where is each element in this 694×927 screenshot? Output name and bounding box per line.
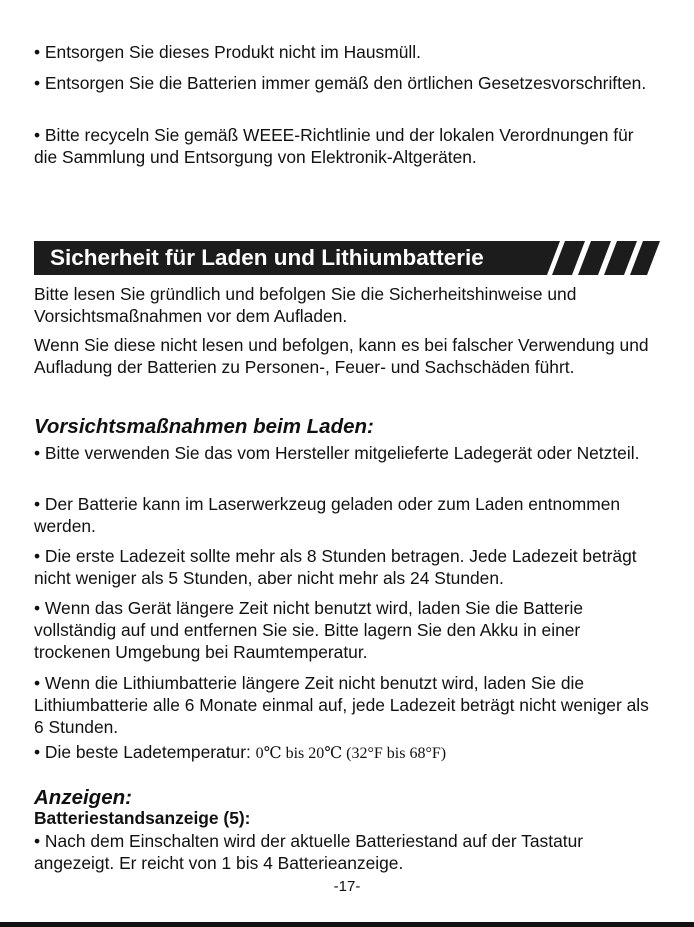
battery-indicator-text: • Nach dem Einschalten wird der aktuelle Batteriestand auf der Tastatur angezeigt. Er reicht von 1 bis 4 Batterieanzeige. (34, 831, 584, 873)
charging-item-1: • Bitte verwenden Sie das vom Hersteller mitgelieferte Ladegerät oder Netzteil. (34, 443, 640, 463)
charging-item-3: • Die erste Ladezeit sollte mehr als 8 Stunden betragen. Jede Ladezeit beträgt nicht weniger als 5 Stunden, aber nicht mehr als 24 Stunden. (34, 546, 637, 588)
temperature-label: • Die beste Ladetemperatur: (34, 742, 256, 762)
section-header (34, 238, 660, 278)
disposal-item-2: • Entsorgen Sie die Batterien immer gemäß den örtlichen Gesetzesvorschriften. (34, 73, 647, 93)
charging-temperature (34, 741, 660, 765)
charging-item-2: • Der Batterie kann im Laserwerkzeug geladen oder zum Laden entnommen werden. (34, 494, 621, 536)
charging-item-5: • Wenn die Lithiumbatterie längere Zeit nicht benutzt wird, laden Sie die Lithiumbatterie alle 6 Monate einmal auf, jede Ladezeit beträgt nicht weniger als 6 Stunden. (34, 673, 649, 737)
charging-item-4: • Wenn das Gerät längere Zeit nicht benutzt wird, laden Sie die Batterie vollständig auf und entfernen Sie sie. Bitte lagern Sie den Akku in einer trockenen Umgebung bei Raumtemperatur. (34, 598, 584, 662)
intro-paragraph-1: Bitte lesen Sie gründlich und befolgen Sie die Sicherheitshinweise und Vorsichtsmaßnahmen vor dem Aufladen. (34, 284, 577, 326)
section-title: Sicherheit für Laden und Lithiumbatterie (50, 245, 484, 270)
intro-paragraph-2: Wenn Sie diese nicht lesen und befolgen, kann es bei falscher Verwendung und Aufladung der Batterien zu Personen-, Feuer- und Sachschäden führt. (34, 335, 649, 377)
disposal-item-1: • Entsorgen Sie dieses Produkt nicht im Hausmüll. (34, 42, 421, 62)
battery-indicator-heading: Batteriestandsanzeige (5): (34, 808, 251, 828)
charging-heading: Vorsichtsmaßnahmen beim Laden: (34, 415, 374, 438)
indicators-heading: Anzeigen: (34, 786, 132, 809)
disposal-item-3: • Bitte recyceln Sie gemäß WEEE-Richtlinie und der lokalen Verordnungen für die Sammlung und Entsorgung von Elektronik-Altgeräten. (34, 125, 634, 167)
bottom-rule (0, 922, 694, 927)
page-number: -17- (333, 878, 361, 895)
temperature-value: 0℃ bis 20℃ (32°F bis 68°F) (255, 745, 447, 762)
